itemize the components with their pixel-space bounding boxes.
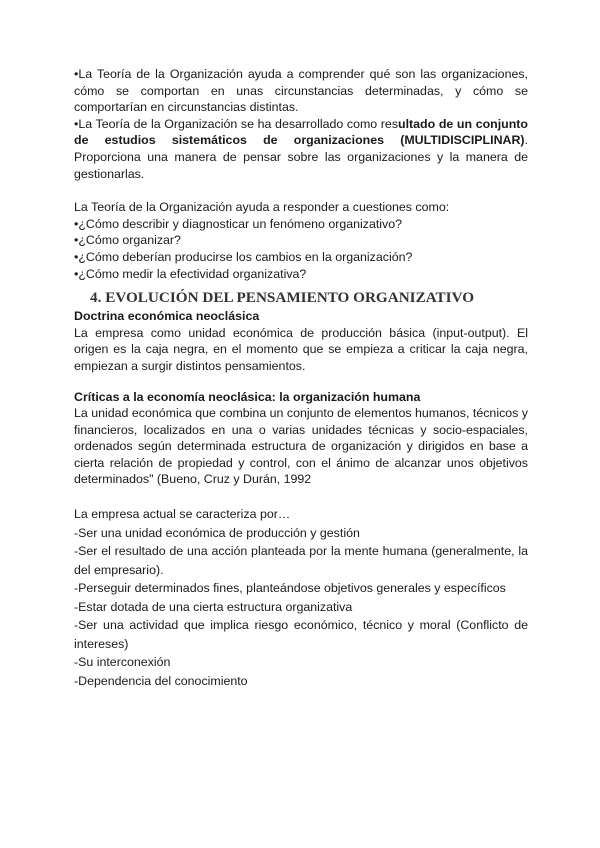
neoclassical-title: Doctrina económica neoclásica bbox=[74, 309, 260, 324]
company-item: -Ser una actividad que implica riesgo económico, técnico y moral (Conflicto de intereses) bbox=[74, 618, 528, 651]
intro-bullet-2-bold: ultado de un conjunto de estudios sistemáticos de organizaciones (MULTIDISCIPLINAR) bbox=[74, 116, 528, 148]
company-item: -Estar dotada de una cierta estructura organizativa bbox=[74, 599, 353, 614]
intro-bullet-2-pre: •La Teoría de la Organización se ha desarrollado como res bbox=[74, 116, 399, 131]
company-item: -Dependencia del conocimiento bbox=[74, 673, 248, 688]
question-item: •¿Cómo organizar? bbox=[74, 233, 181, 248]
document-page bbox=[74, 66, 528, 690]
company-item: -Perseguir determinados fines, planteándose objetivos generales y específicos bbox=[74, 581, 506, 596]
neoclassical-body: La empresa como unidad económica de producción básica (input-output). El origen es la caja negra, en el momento que se empieza a criticar la caja negra, empiezan a surgir distintos pensamientos. bbox=[74, 325, 528, 373]
intro-bullet-1: •La Teoría de la Organización ayuda a comprender qué son las organizaciones, cómo se comportan en unas circunstancias determinadas, y cómo se comportarían en circunstancias distintas. bbox=[74, 67, 528, 115]
question-item: •¿Cómo medir la efectividad organizativa? bbox=[74, 266, 307, 281]
company-item: -Ser una unidad económica de producción y gestión bbox=[74, 525, 360, 540]
critique-body: La unidad económica que combina un conjunto de elementos humanos, técnicos y financieros, localizados en una o varias unidades técnicas y socio-espaciales, ordenados según determinada estructura de organización y dirigidos en base a cierta relación de propiedad y control, con el ánimo de alcanzar unos objetivos determinados" (Bueno, Cruz y Durán, 1992 bbox=[74, 406, 528, 487]
company-item: -Ser el resultado de una acción planteada por la mente humana (generalmente, la del empresario). bbox=[74, 544, 528, 577]
intro-bullet-2 bbox=[74, 116, 528, 182]
company-intro: La empresa actual se caracteriza por… bbox=[74, 507, 291, 522]
question-item: •¿Cómo deberían producirse los cambios en la organización? bbox=[74, 249, 413, 264]
question-item: •¿Cómo describir y diagnosticar un fenómeno organizativo? bbox=[74, 216, 403, 231]
critique-title: Críticas a la economía neoclásica: la organización humana bbox=[74, 389, 421, 404]
company-item: -Su interconexión bbox=[74, 655, 171, 670]
section-heading: 4. EVOLUCIÓN DEL PENSAMIENTO ORGANIZATIVO bbox=[90, 289, 475, 307]
questions-intro: La Teoría de la Organización ayuda a responder a cuestiones como: bbox=[74, 200, 450, 215]
intro-bullet-2-post: . Proporciona una manera de pensar sobre las organizaciones y la manera de gestionarlas. bbox=[74, 133, 528, 181]
